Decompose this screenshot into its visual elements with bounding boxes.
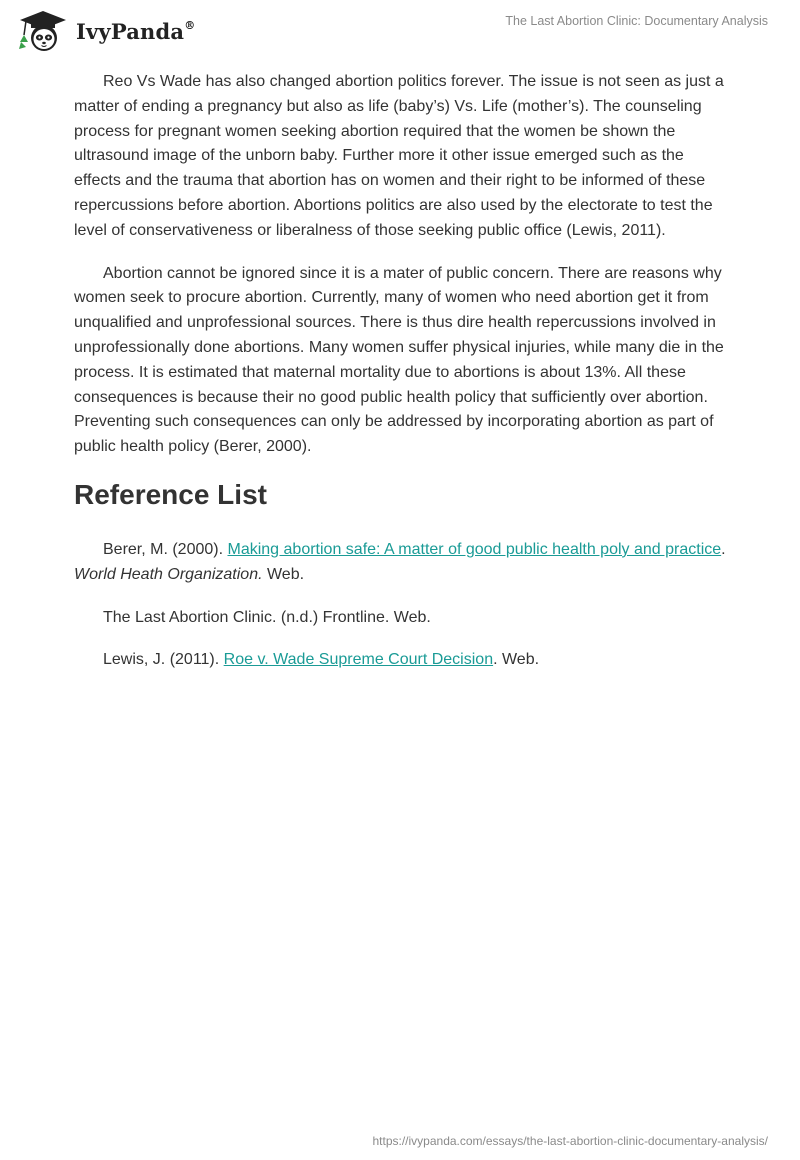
reference-link[interactable]: Making abortion safe: A matter of good public health poly and practice <box>227 540 722 558</box>
reference-link[interactable]: Roe v. Wade Supreme Court Decision <box>223 651 494 669</box>
reference-item: Berer, M. (2000). Making abortion safe: A matter of good public health poly and practice. World Heath Organization. Web. <box>74 540 726 583</box>
reference-item: Lewis, J. (2011). Roe v. Wade Supreme Court Decision. Web. <box>103 651 540 669</box>
body-paragraph: Reo Vs Wade has also changed abortion politics forever. The issue is not seen as just a matter of ending a pregnancy but also as life (baby’s) Vs. Life (mother’s). The counseling process for pregnant women seeking abortion required that the women be shown the ultrasound image of the unborn baby. Further more it other issue emerged such as the effects and the trauma that abortion has on women and their right to be informed of these repercussions before abortion. Abortions politics are also used by the electorate to test the level of conservativeness or liberalness of those seeking public office (Lewis, 2011). <box>74 73 724 239</box>
ivypanda-logo[interactable] <box>16 9 195 53</box>
document-title: The Last Abortion Clinic: Documentary Analysis <box>505 14 768 28</box>
body-paragraph: Abortion cannot be ignored since it is a mater of public concern. There are reasons why women seek to procure abortion. Currently, many of women who need abortion get it from unqualified and unprofessional sources. There is thus dire health repercussions involved in unprofessionally done abortions. Many women suffer physical injuries, while many die in the process. It is estimated that maternal mortality due to abortions is about 13%. All these consequences is because their no good public health policy that sufficiently over abortion. Preventing such consequences can only be addressed by incorporating abortion as part of public health policy (Berer, 2000). <box>74 264 724 456</box>
essay-content <box>74 70 726 691</box>
reference-item: The Last Abortion Clinic. (n.d.) Frontline. Web. <box>103 608 431 626</box>
page-header <box>0 0 800 60</box>
publisher: World Heath Organization. <box>74 565 263 583</box>
panda-graduate-icon <box>16 9 70 53</box>
footer-url[interactable]: https://ivypanda.com/essays/the-last-abortion-clinic-documentary-analysis/ <box>372 1134 768 1148</box>
brand-name: IvyPanda® <box>76 18 196 44</box>
reference-list-heading: Reference List <box>74 478 267 510</box>
